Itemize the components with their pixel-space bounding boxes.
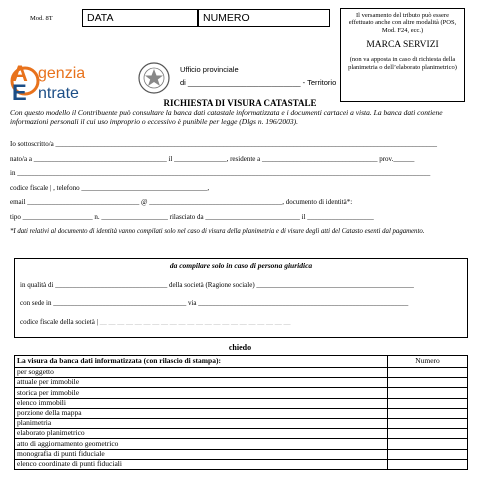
numero-field[interactable]: NUMERO	[198, 9, 330, 27]
agenzia-entrate-logo	[8, 60, 136, 102]
codice-fiscale-boxes[interactable]: __ __ __ __ __ __ __ __ __ __ __ __ __ __ __ __ __ __ __ __ __ __	[99, 318, 291, 326]
table-row	[15, 388, 468, 398]
codice-fiscale-societa-label: codice fiscale della società |	[20, 318, 98, 326]
numero-cell[interactable]	[388, 459, 468, 469]
row-label: elenco coordinate di punti fiduciali	[15, 459, 388, 469]
numero-cell[interactable]	[388, 368, 468, 378]
row-label: attuale per immobile	[15, 378, 388, 388]
row-label: elenco immobili	[15, 398, 388, 408]
sottoscritto-line[interactable]: Io sottoscritto/a _____________________________________________________________________________________________________________	[10, 140, 437, 148]
row-label: monografia di punti fiduciale	[15, 449, 388, 459]
numero-cell[interactable]	[388, 378, 468, 388]
numero-cell[interactable]	[388, 398, 468, 408]
table-row	[15, 449, 468, 459]
row-label: elaborato planimetrico	[15, 429, 388, 439]
documento-note: *I dati relativi al documento di identità vanno compilati solo nel caso di visura della planimetria e di visure degli atti del Catasto esenti dal pagamento.	[10, 228, 425, 235]
row-label: planimetria	[15, 418, 388, 428]
indirizzo-line[interactable]: in ______________________________________________________________________________________________________________________	[10, 169, 431, 177]
numero-cell[interactable]	[388, 408, 468, 418]
sede-via-line[interactable]: con sede in ______________________________________ via ____________________________________________________________	[20, 299, 409, 307]
persona-giuridica-section	[14, 258, 468, 338]
table-header-row	[15, 356, 468, 368]
ufficio-territorio-field[interactable]: di ___________________________ - Territorio	[180, 77, 337, 87]
data-field[interactable]: DATA	[82, 9, 198, 27]
ufficio-provinciale	[180, 66, 336, 87]
table-header-visura: La visura da banca dati informatizzata (con rilascio di stampa):	[15, 356, 388, 368]
documento-dettagli-line[interactable]: tipo ____________________ n. ___________________ rilasciato da ___________________________ il ___________________	[10, 213, 374, 221]
codice-fiscale-societa-line[interactable]	[20, 318, 290, 326]
page-title: RICHIESTA DI VISURA CATASTALE	[163, 98, 317, 108]
qualita-societa-line[interactable]: in qualità di ________________________________ della società (Ragione sociale) _____________________________________________	[20, 281, 414, 289]
table-row	[15, 429, 468, 439]
logo-word-genzia: genzia	[38, 65, 86, 82]
row-label: per soggetto	[15, 368, 388, 378]
codice-fiscale-telefono-line[interactable]: codice fiscale | , telefono ____________________________________,	[10, 184, 210, 192]
table-header-numero: Numero	[388, 356, 468, 368]
marca-servizi-box	[340, 8, 465, 102]
table-row	[15, 459, 468, 469]
row-label: storica per immobile	[15, 388, 388, 398]
table-row	[15, 439, 468, 449]
nascita-residenza-line[interactable]: nato/a a ______________________________________ il _______________, residente a _________________________________ prov.______	[10, 155, 415, 163]
intro-text: Con questo modello il Contribuente può consultare la banca dati catastale informatizzata e i documenti cartacei a vista. La banca dati contiene informazioni personali il cui uso improprio o eccessivo è punibile per legge (Dlgs n. 196/2003).	[10, 108, 443, 126]
table-row	[15, 378, 468, 388]
logo-letter-e: E	[12, 80, 27, 102]
visura-table	[14, 355, 468, 470]
row-label: porzione della mappa	[15, 408, 388, 418]
module-code: Mod. 8T	[30, 15, 53, 22]
numero-cell[interactable]	[388, 418, 468, 428]
numero-cell[interactable]	[388, 439, 468, 449]
ufficio-label: Ufficio provinciale	[180, 65, 239, 74]
table-row	[15, 398, 468, 408]
table-row	[15, 418, 468, 428]
republic-emblem-icon	[136, 60, 172, 96]
table-row	[15, 368, 468, 378]
table-row	[15, 408, 468, 418]
marca-exception-note: (non va apposta in caso di richiesta della planimetria o dell’elaborato planimetrico)	[348, 56, 457, 71]
logo-letter-a: A	[12, 61, 28, 86]
email-documento-line[interactable]: email ________________________________ @ ______________________________________, documento di identità*:	[10, 198, 353, 206]
logo-word-ntrate: ntrate	[38, 85, 79, 102]
marca-payment-note: Il versamento del tributo può essere effettuato anche con altre modalità (POS, Mod. F24, ecc.)	[348, 12, 457, 34]
numero-cell[interactable]	[388, 449, 468, 459]
numero-cell[interactable]	[388, 429, 468, 439]
chiedo-heading: chiedo	[228, 343, 252, 352]
row-label: atto di aggiornamento geometrico	[15, 439, 388, 449]
marca-title: MARCA SERVIZI	[366, 40, 439, 51]
numero-cell[interactable]	[388, 388, 468, 398]
giuridica-heading: da compilare solo in caso di persona giuridica	[169, 261, 313, 270]
